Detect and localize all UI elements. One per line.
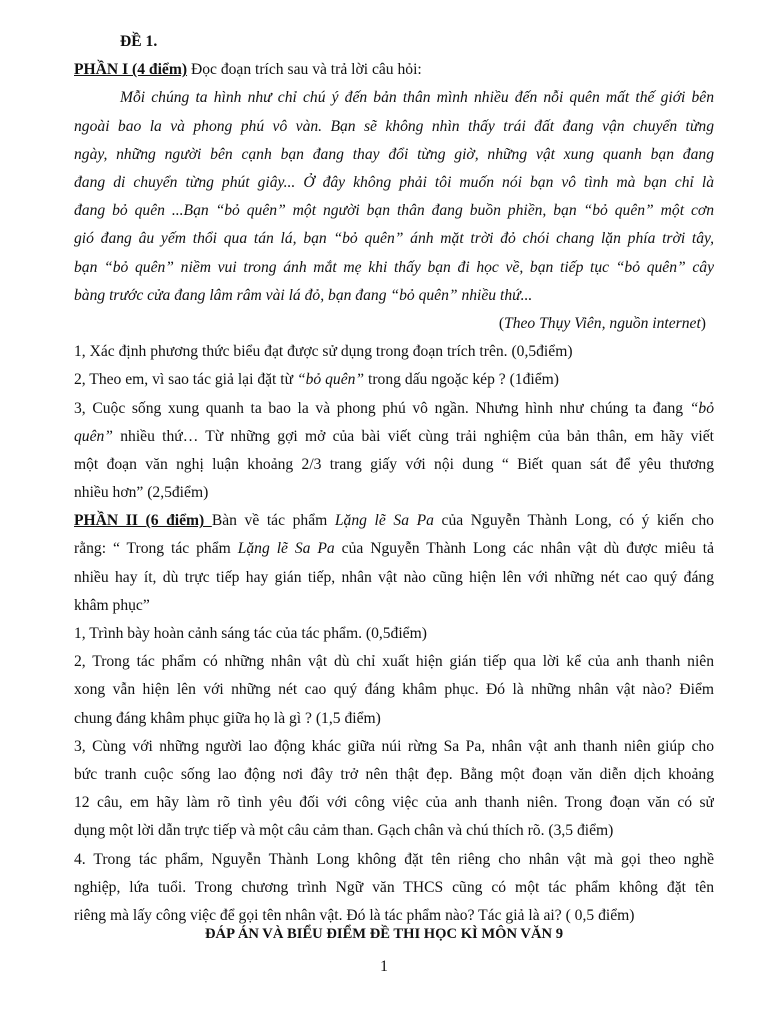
work-title: Lặng lẽ Sa Pa (237, 540, 335, 558)
part2-intro-line (74, 507, 714, 535)
source-close: ) (700, 314, 706, 332)
part1-instruction: Đọc đoạn trích sau và trả lời câu hỏi: (187, 61, 422, 79)
part2-intro-line (74, 535, 714, 563)
q2-text: 2, Theo em, vì sao tác giả lại đặt từ (74, 371, 297, 389)
q4-line: nghiệp, lứa tuổi. Trong chương trình Ngữ văn THCS cũng có một tác phẩm không đặt tên (74, 878, 714, 896)
passage-line: ngày, những người bên cạnh bạn đang thay đổi từng giờ, những vật xung quanh bạn đang (74, 145, 714, 163)
intro-text: rằng: “ Trong tác phẩm (74, 540, 238, 558)
passage (74, 84, 714, 310)
q2-text-end: trong dấu ngoặc kép ? (1điểm) (364, 371, 559, 389)
q3-emphasis: “bỏ (689, 399, 714, 417)
q3-line (74, 395, 714, 423)
q3-emphasis: quên” (74, 427, 113, 445)
passage-line: đang bỏ quên ...Bạn “bỏ quên” một người bạn thân đang buồn phiền, bạn “bỏ quên” một cơn (74, 202, 714, 220)
passage-line: đang di chuyển từng phút giây... Ở đây không phải tôi muốn nói bạn vô tình mà bạn chỉ là (74, 173, 714, 191)
q2-emphasis: “bỏ quên” (296, 371, 365, 389)
q3-line: bức tranh cuộc sống lao động nơi đây trở nên thật đẹp. Bằng một đoạn văn diễn dịch khoảng (74, 766, 714, 784)
exam-content (74, 28, 714, 930)
intro-text: của Nguyễn Thành Long các nhân vật dù được miêu tả (334, 540, 714, 558)
q3-line: một đoạn văn nghị luận khoảng 2/3 trang giấy với nội dung “ Biết quan sát để yêu thương (74, 455, 714, 473)
passage-line: gió đang âu yếm thổi qua tán lá, bạn “bỏ quên” ánh mặt trời đỏ chói chang lặn phía trời tây, (74, 230, 714, 248)
source-text: Theo Thụy Viên, nguồn internet (504, 314, 701, 332)
intro-text: của Nguyễn Thành Long, có ý kiến cho (433, 512, 714, 530)
part1-question-2 (74, 366, 714, 394)
passage-source (74, 310, 714, 338)
part2-heading: PHẦN II (6 điểm) (74, 512, 212, 530)
part1-question-1: 1, Xác định phương thức biểu đạt được sử dụng trong đoạn trích trên. (0,5điểm) (74, 343, 573, 361)
q3-text: 3, Cuộc sống xung quanh ta bao la và phong phú vô ngần. Nhưng hình như chúng ta đang (74, 399, 690, 417)
exam-code: ĐỀ 1. (120, 33, 158, 50)
passage-line: ngoài bao la và phong phú vô vàn. Bạn sẽ không nhìn thấy trái đất đang vận chuyển từng (74, 117, 714, 135)
q3-line (74, 423, 714, 451)
intro-text: Bàn về tác phẩm (211, 512, 335, 530)
q2-line: 2, Trong tác phẩm có những nhân vật dù chỉ xuất hiện gián tiếp qua lời kể của anh thanh niên (74, 653, 714, 671)
q3-line: 3, Cùng với những người lao động khác giữa núi rừng Sa Pa, nhân vật anh thanh niên giúp cho (74, 737, 714, 755)
part1-heading-line (74, 56, 714, 84)
part2-question-2 (74, 648, 714, 733)
part2-question-4 (74, 846, 714, 931)
part2-question-3 (74, 733, 714, 846)
q3-line: 12 câu, em hãy làm rõ tình yêu đối với công việc của anh thanh niên. Trong đoạn văn có sử (74, 794, 714, 812)
q4-line: 4. Trong tác phẩm, Nguyễn Thành Long không đặt tên riêng cho nhân vật mà gọi theo nghề (74, 850, 714, 868)
part2-intro (74, 507, 714, 620)
passage-line: bàng trước cửa đang lâm râm vài lá đỏ, bạn đang “bỏ quên” nhiều thứ... (74, 286, 533, 304)
q2-line: xong vẫn hiện lên với những nét cao quý đáng khâm phục. Đó là những nhân vật nào? Điểm (74, 681, 714, 699)
passage-line: Mỗi chúng ta hình như chỉ chú ý đến bản thân mình nhiều đến nỗi quên mất thế giới bên (120, 89, 714, 107)
q2-line: chung đáng khâm phục giữa họ là gì ? (1,5 điểm) (74, 709, 381, 727)
passage-line: bạn “bỏ quên” niềm vui trong ánh mắt mẹ khi thấy bạn đi học về, bạn tiếp tục “bỏ quên” cây (74, 258, 714, 276)
page-number: 1 (380, 958, 388, 975)
part2-intro-line: khâm phục” (74, 596, 150, 614)
q4-line: riêng mà lấy công việc để gọi tên nhân vật. Đó là tác phẩm nào? Tác giả là ai? ( 0,5 điểm) (74, 906, 635, 924)
part1-question-3 (74, 395, 714, 508)
q3-line: nhiều hơn” (2,5điểm) (74, 484, 209, 502)
q3-line: dụng một lời dẫn trực tiếp và một câu cảm than. Gạch chân và chú thích rõ. (3,5 điểm) (74, 822, 614, 840)
source-open: ( (498, 314, 505, 332)
answer-key-title: ĐÁP ÁN VÀ BIỂU ĐIỂM ĐỀ THI HỌC KÌ MÔN VĂN 9 (205, 926, 563, 942)
part2-intro-line: nhiều hay ít, dù trực tiếp hay gián tiếp, nhân vật nào cũng hiện lên với những nét cao quý đáng (74, 568, 714, 586)
q3-text: nhiều thứ… Từ những gợi mở của bài viết cùng trải nghiệm của bản thân, em hãy viết (112, 427, 714, 445)
part2-question-1: 1, Trình bày hoàn cảnh sáng tác của tác phẩm. (0,5điểm) (74, 625, 427, 643)
part1-heading: PHẦN I (4 điểm) (74, 61, 188, 79)
work-title: Lặng lẽ Sa Pa (334, 512, 434, 530)
